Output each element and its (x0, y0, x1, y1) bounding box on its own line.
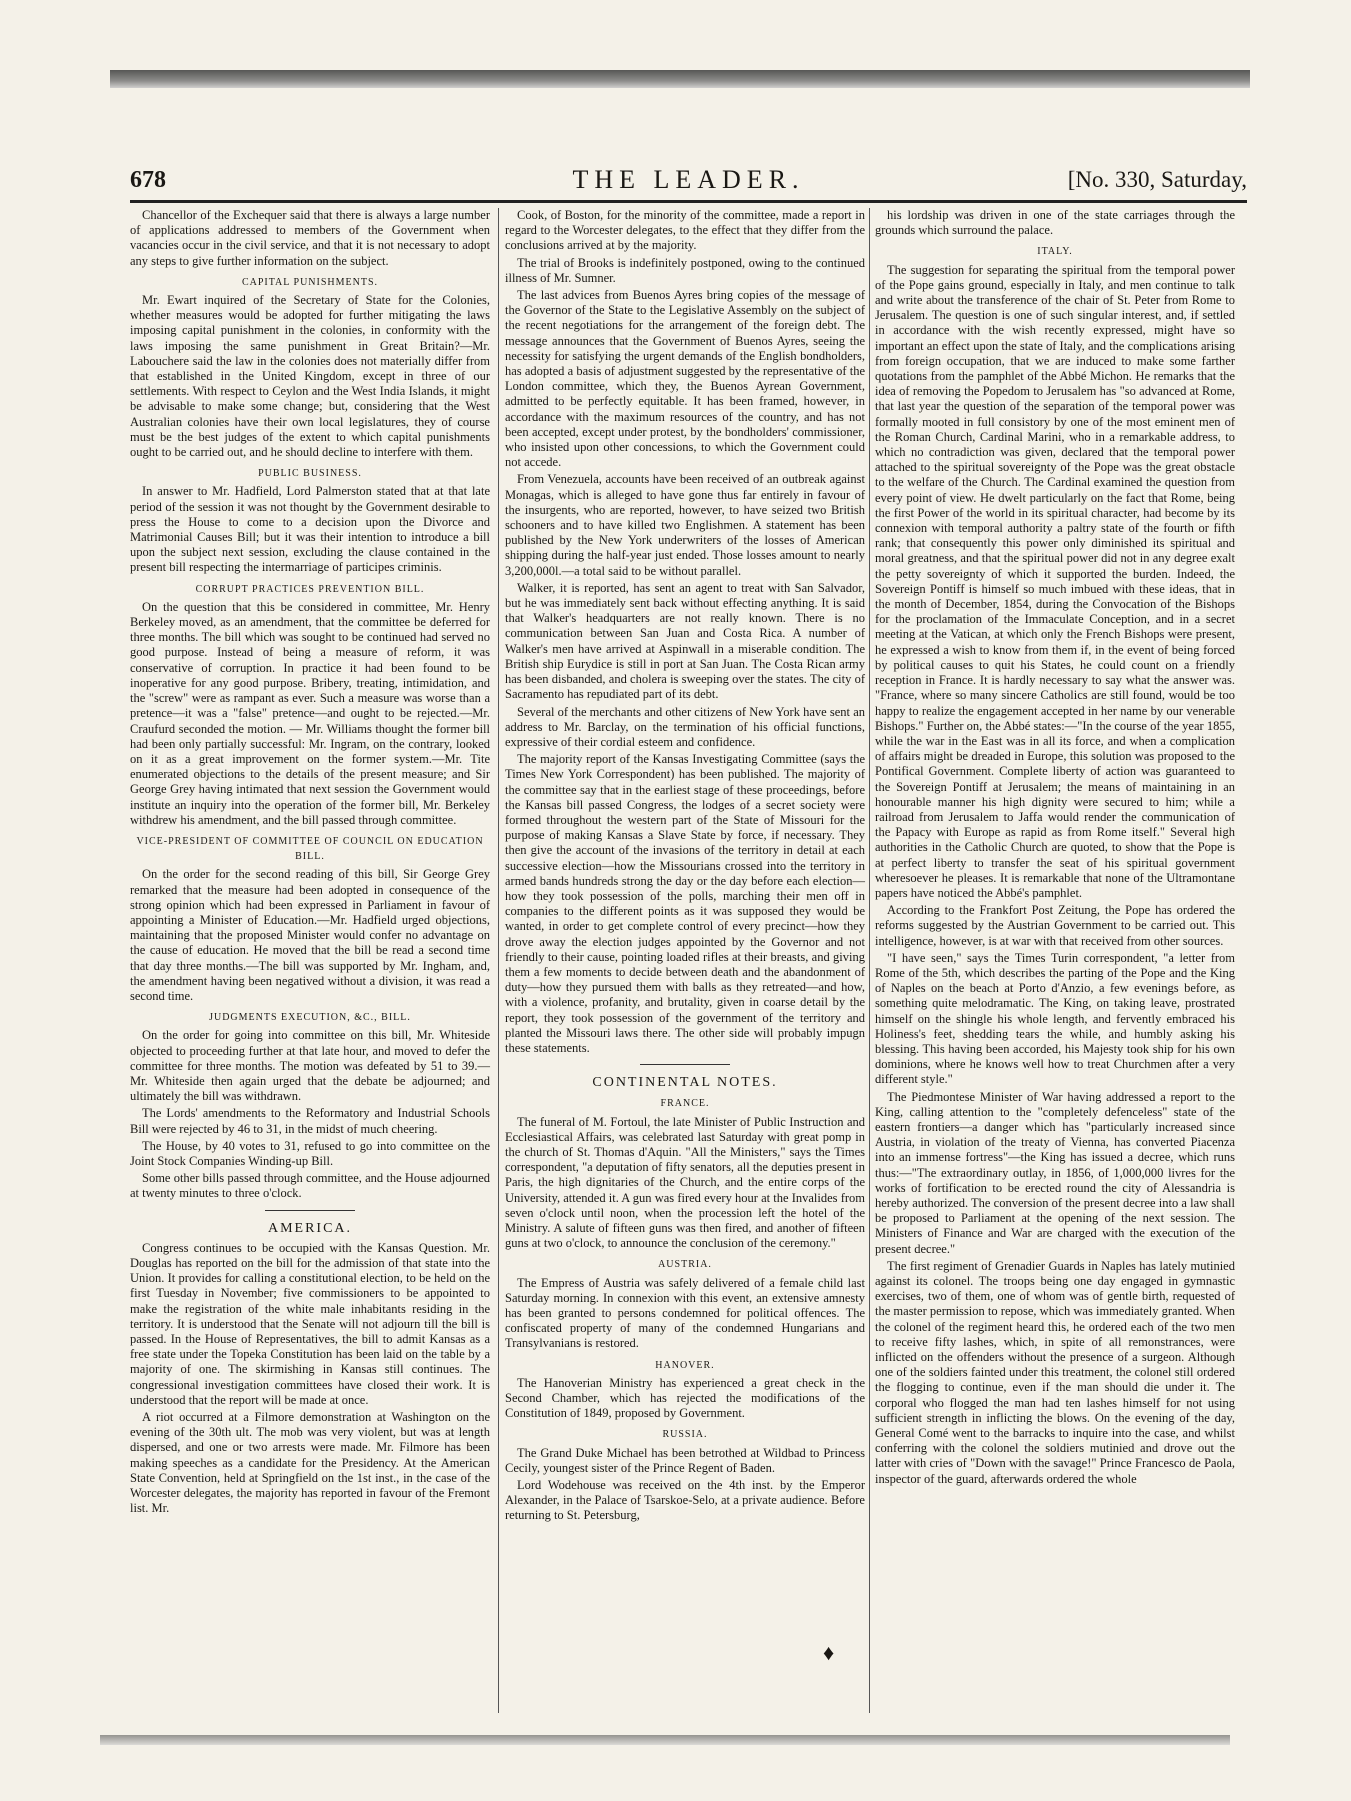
paragraph: The last advices from Buenos Ayres bring copies of the message of the Governor of the State to the Legislative Assembly on the subject of the recent negotiations for the arrangement of the foreign debt. The message announces that the Government of Buenos Ayres, seeing the necessity for satisfying the urgent demands of the English bondholders, has adopted a basis of adjustment suggested by the representative of the London committee, which they, the Buenos Ayrean Government, admitted to be perfectly equitable. It has been framed, however, in accordance with the maximum resources of the country, and has not been accepted, except under protest, by the bondholders' commissioner, who insisted upon other concessions, to which the Government could not accede. (505, 288, 865, 470)
paragraph: The trial of Brooks is indefinitely postponed, owing to the continued illness of Mr. Sumner. (505, 255, 865, 285)
section-rule (640, 1064, 730, 1065)
section-rule (265, 1210, 355, 1211)
header-rule (130, 200, 1247, 203)
page-number: 678 (130, 167, 166, 193)
paragraph: The majority report of the Kansas Investigating Committee (says the Times New York Correspondent) has been published. The majority of the committee say that in the earliest stage of these proceedings, before the Kansas bill passed Congress, the lodges of a secret society were formed throughout the western part of the State of Missouri for the purpose of making Kansas a Slave State by force, if necessary. They then give the account of the invasions of the territory in detail at each successive election—how the Missourians crossed into the territory in armed bands hundreds strong the day or the day before each election—how they took possession of the polls, marching their men off in companies to the different points as it was supposed they would be wanted, in order to get complete control of every precinct—how they drove away the election judges appointed by the Governor and not friendly to their cause, pointing loaded rifles at their breasts, and giving them a few moments to decide between death and the abandonment of duty—how they pursued them with balls as they retreated—and how, with a violence, profanity, and brutality, given in coarse detail by the report, they took possession of the government of the territory and planted the Missouri laws there. The other side will probably impugn these statements. (505, 752, 865, 1055)
paragraph: The House, by 40 votes to 31, refused to go into committee on the Joint Stock Companies Winding-up Bill. (130, 1138, 490, 1168)
paragraph: On the question that this be considered in committee, Mr. Henry Berkeley moved, as an amendment, that the committee be deferred for three months. The bill which was sought to be continued had served no good purpose. Instead of being a measure of reform, it was conservative of corruption. In practice it had been found to be inoperative for any good purpose. Bribery, treating, intimidation, and the "screw" were as rampant as ever. Such a measure was worse than a pretence—it was a "false" pretence—and ought to be rejected.—Mr. Craufurd seconded the motion. — Mr. Williams thought the former bill had been only partially successful: Mr. Ingram, on the contrary, looked on it as a great improvement on the former system.—Mr. Tite enumerated objections to the details of the present measure; and Sir George Grey having intimated that next session the Government would institute an inquiry into the operation of the former bill, Mr. Berkeley withdrew his amendment, and the bill passed through committee. (130, 599, 490, 827)
subheading: PUBLIC BUSINESS. (258, 468, 362, 480)
column-divider (869, 208, 870, 1713)
paragraph: The suggestion for separating the spiritual from the temporal power of the Pope gains ground, especially in Italy, and men continue to talk and write about the transference of the chair of St. Peter from Rome to Jerusalem. The question is one of such singular interest, and, if settled in accordance with the wish recently expressed, might have so important an effect upon the state of Italy, and the complications arising from foreign occupation, that we are induced to make some farther quotations from the pamphlet of the Abbé Michon. He remarks that the idea of removing the Popedom to Jerusalem has "so advanced at Rome, that last year the question of the separation of the temporal power was formally mooted in full consistory by one of the most eminent men of the Roman Church, Cardinal Marini, who in a remarkable address, to which no contradiction was given, declared that the temporal power attached to the spiritual sovereignty of the Pope was the great obstacle to the welfare of the Church. The Cardinal examined the question from every point of view. He dwelt particularly on the fact that Rome, being the first Power of the world in its spiritual character, had become by its connexion with temporal authority a paltry state of the fourth or fifth rank; that consequently this power only diminished its spiritual and moral greatness, and that the spiritual power did not in any degree exalt the petty sovereignty of which it supported the burden. Indeed, the Sovereign Pontiff is himself so much imbued with these ideas, that in the month of December, 1854, during the Convocation of the Bishops for the proclamation of the Immaculate Conception, and in a secret meeting at the Vatican, at which only the French Bishops were present, he expressed a wish to know from them if, in the event of being forced by political causes to quit his States, he could count on a friendly reception in France. It is hardly necessary to say what the answer was. "France, where so many sincere Catholics are still found, would be too happy to realize the engagement accepted in her name by our venerable Bishops." Further on, the Abbé states:—"In the course of the year 1855, while the war in the East was in all its force, and when a complication of affairs might be dreaded in Europe, this solution was proposed to the Pontifical Government. Complete liberty of action was guaranteed to the Sovereign Pontiff at Jerusalem; the means of maintaining in an honourable manner his high dignity were secured to him; while a railroad from Jerusalem to Jaffa would render the communication of the Papacy with Europe as rapid as from Rome itself." Several high authorities in the Catholic Church are quoted, to show that the Pope is at perfect liberty to transfer the seat of his spiritual government wheresoever he pleases. It is remarkable that none of the Ultramontane papers have noticed the Abbé's pamphlet. (875, 262, 1235, 900)
paragraph: Cook, of Boston, for the minority of the committee, made a report in regard to the Worcester delegates, to the effect that they differ from the conclusions arrived at by the majority. (505, 208, 865, 253)
column-divider (498, 208, 499, 1713)
column-2 (505, 208, 865, 1526)
paragraph: From Venezuela, accounts have been received of an outbreak against Monagas, which is alleged to have gone thus far entirely in favour of the insurgents, who are reported, however, to have seized two British schooners and to have killed two Englishmen. A statement has been published by the New York underwriters of the losses of American shipping during the half-year just ended. Those losses amount to nearly 3,200,000l.—a total said to be without parallel. (505, 472, 865, 578)
subheading: FRANCE. (660, 1098, 710, 1110)
paragraph: Several of the merchants and other citizens of New York have sent an address to Mr. Barclay, on the termination of his official functions, expressive of their cordial esteem and confidence. (505, 704, 865, 749)
subheading: CORRUPT PRACTICES PREVENTION BILL. (195, 583, 425, 595)
page-header (130, 165, 1247, 199)
paragraph: The funeral of M. Fortoul, the late Minister of Public Instruction and Ecclesiastical Affairs, was celebrated last Saturday with great pomp in the church of St. Thomas d'Aquin. "All the Ministers," says the Times correspondent, "a deputation of fifty senators, all the deputies present in Paris, the high dignitaries of the Church, and the entire corps of the University, attended it. A gun was fired every hour at the Invalides from seven o'clock until noon, when the procession left the hotel of the Ministry. A salute of fifteen guns was then fired, and another of fifteen guns at two o'clock, to announce the conclusion of the ceremony." (505, 1114, 865, 1251)
masthead-title: THE LEADER. (572, 165, 805, 194)
paragraph: The Grand Duke Michael has been betrothed at Wildbad to Princess Cecily, youngest sister of the Prince Regent of Baden. (505, 1445, 865, 1475)
subheading: RUSSIA. (662, 1429, 708, 1441)
paragraph: The Piedmontese Minister of War having addressed a report to the King, calling attention to the "completely defenceless" state of the eastern frontiers—a danger which has "particularly increased since Austria, in violation of the treaty of Vienna, has converted Piacenza into an immense fortress"—the King has issued a decree, which runs thus:—"The extraordinary outlay, in 1856, of 1,000,000 livres for the works of fortification to be erected round the city of Alessandria is hereby authorized. The conversion of the present decree into a law shall be proposed to Parliament at the opening of the next session. The Ministers of Finance and War are charged with the execution of the present decree." (875, 1089, 1235, 1256)
column-1 (130, 208, 490, 1518)
paragraph: A riot occurred at a Filmore demonstration at Washington on the evening of the 30th ult. The mob was very violent, but was at length dispersed, and one or two arrests were made. Mr. Filmore has been making speeches as a candidate for the Presidency. At the American State Convention, held at Springfield on the 1st inst., in the case of the Worcester delegates, the majority has reported in favour of the Fremont list. Mr. (130, 1410, 490, 1516)
paragraph: The Hanoverian Ministry has experienced a great check in the Second Chamber, which has rejected the modifications of the Constitution of 1849, proposed by Government. (505, 1375, 865, 1421)
paragraph: In answer to Mr. Hadfield, Lord Palmerston stated that at that late period of the session it was not thought by the Government desirable to press the House to come to a decision upon the Divorce and Matrimonial Causes Bill; but it was their intention to introduce a bill upon the subject next session, excluding the clause contained in the present bill respecting the intermarriage of participes criminis. (130, 484, 490, 575)
printer-ornament-icon: ♦ (823, 1640, 835, 1665)
paragraph: Chancellor of the Exchequer said that there is always a large number of applications addressed to members of the Government when vacancies occur in the civil service, and that it is not necessary to adopt any steps to give further information on the subject. (130, 208, 490, 268)
subheading: VICE-PRESIDENT OF COMMITTEE OF COUNCIL ON EDUCATION BILL. (136, 835, 484, 863)
paragraph: The first regiment of Grenadier Guards in Naples has lately mutinied against its colonel. The troops being one day engaged in gymnastic exercises, two of them, one of whom was of gentle birth, requested of the master permission to repose, which was immediately granted. When the colonel of the regiment heard this, he ordered each of the two men to receive fifty lashes, which, in spite of all remonstrances, were inflicted on the offenders without the presence of a surgeon. Although one of the soldiers fainted under this treatment, the colonel still ordered the flogging to continue, even if the man should die under it. The corporal who flogged the man had ten lashes himself for not using sufficient strength in inflicting the blows. On the evening of the day, General Comé went to the barracks to inquire into the case, and whilst conferring with the colonel the soldiers mutinied and drove out the latter with cries of "Down with the savage!" Prince Francesco de Paola, inspector of the guard, afterwards ordered the whole (875, 1258, 1235, 1486)
section-heading: CONTINENTAL NOTES. (592, 1075, 778, 1091)
subheading: JUDGMENTS EXECUTION, &C., BILL. (209, 1012, 411, 1024)
paragraph: Congress continues to be occupied with the Kansas Question. Mr. Douglas has reported on the bill for the admission of that state into the Union. It provides for calling a constitutional election, to be held on the first Tuesday in November; five commissioners to be appointed to make the registration of the white male inhabitants residing in the territory. It is understood that the Senate will not adjourn till the bill is passed. In the House of Representatives, the bill to admit Kansas as a free state under the Topeka Constitution has been laid on the table by a majority of one. The skirmishing in Kansas still continues. The congressional investigation committees have closed their work. It is understood that the report will be made at once. (130, 1240, 490, 1407)
section-heading: AMERICA. (267, 1220, 353, 1236)
subheading: ITALY. (1037, 246, 1073, 258)
paragraph: The Empress of Austria was safely delivered of a female child last Saturday morning. In connexion with this event, an extensive amnesty has been granted to persons condemned for political offences. The confiscated property of many of the condemned Hungarians and Transylvanians is restored. (505, 1275, 865, 1351)
paragraph: On the order for the second reading of this bill, Sir George Grey remarked that the measure had been adopted in consequence of the strong opinion which had been expressed in Parliament in favour of appointing a Minister of Education.—Mr. Hadfield urged objections, maintaining that the proposed Minister would confer no advantage on the cause of education. He moved that the bill be read a second time that day three months.—The bill was supported by Mr. Ingham, and, the amendment having been negatived without a division, it was read a second time. (130, 867, 490, 1003)
paragraph: "I have seen," says the Times Turin correspondent, "a letter from Rome of the 5th, which describes the parting of the Pope and the King of Naples on the beach at Porto d'Anzio, a few evenings before, as something quite melodramatic. The King, on taking leave, prostrated himself on the shingle his whole length, and fervently embraced his Holiness's feet, shedding tears the while, and humbly asking his blessing. This having been accorded, his Majesty took ship for his own dominions, where he knows well how to treat Churchmen after a very different style." (875, 950, 1235, 1087)
subheading: CAPITAL PUNISHMENTS. (241, 276, 379, 288)
scan-artifact-bottom (100, 1735, 1230, 1745)
paragraph: On the order for going into committee on this bill, Mr. Whiteside objected to proceeding further at that late hour, and moved to defer the committee for three months. The motion was defeated by 51 to 39.—Mr. Whiteside then again urged that the debate be adjourned; and ultimately the bill was withdrawn. (130, 1028, 490, 1104)
paragraph: Lord Wodehouse was received on the 4th inst. by the Emperor Alexander, in the Palace of Tsarskoe-Selo, at a private audience. Before returning to St. Petersburg, (505, 1478, 865, 1523)
subheading: AUSTRIA. (658, 1259, 712, 1271)
issue-label: [No. 330, Saturday, (1067, 167, 1247, 192)
paragraph: his lordship was driven in one of the state carriages through the grounds which surround the palace. (875, 208, 1235, 238)
paragraph: According to the Frankfort Post Zeitung, the Pope has ordered the reforms suggested by the Austrian Government to be carried out. This intelligence, however, is at war with that received from other sources. (875, 903, 1235, 948)
paragraph: Walker, it is reported, has sent an agent to treat with San Salvador, but he was immediately sent back without effecting anything. It is said that Walker's headquarters are not really known. There is no communication between San Juan and Costa Rica. A number of Walker's men have arrived at Aspinwall in a miserable condition. The British ship Eurydice is still in port at San Juan. The Costa Rican army has been disbanded, and cholera is sweeping over the states. The city of Sacramento has repudiated part of its debt. (505, 580, 865, 702)
column-3 (875, 208, 1235, 1489)
paragraph: Some other bills passed through committee, and the House adjourned at twenty minutes to three o'clock. (130, 1171, 490, 1201)
paragraph: The Lords' amendments to the Reformatory and Industrial Schools Bill were rejected by 46 to 31, in the midst of much cheering. (130, 1106, 490, 1136)
scan-artifact-top (110, 70, 1250, 88)
paragraph: Mr. Ewart inquired of the Secretary of State for the Colonies, whether measures would be adopted for further mitigating the laws imposing capital punishment in the colonies, in conformity with the laws imposing the same punishment in Great Britain?—Mr. Labouchere said the law in the colonies does not materially differ from that established in the United Kingdom, except in three of our settlements. With respect to Ceylon and the West India Islands, it might be advisable to make some change; but, considering that the West Australian colonies have their own local legislatures, they of course must be the best judges of the extent to which capital punishments ought to be carried out, and he should decline to interfere with them. (130, 293, 490, 460)
subheading: HANOVER. (655, 1359, 715, 1371)
